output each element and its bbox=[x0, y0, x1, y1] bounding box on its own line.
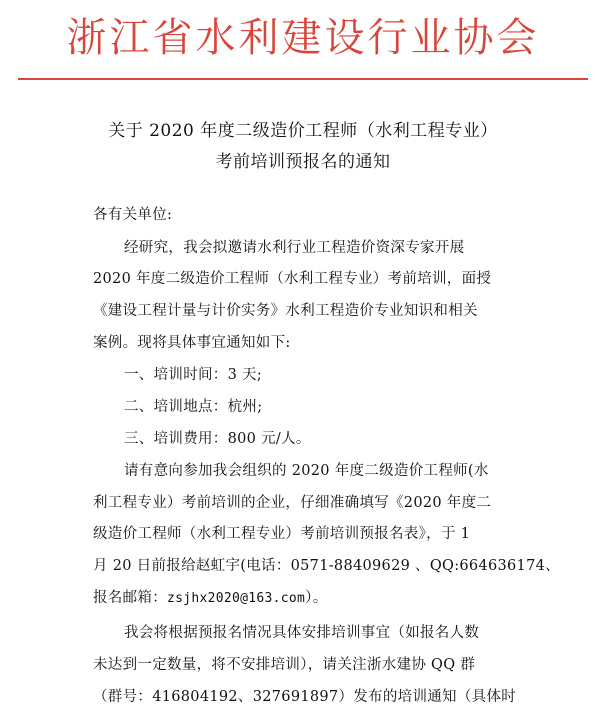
letterhead-divider bbox=[18, 78, 588, 80]
body-line: 利工程专业）考前培训的企业，仔细准确填写《2020 年度二 bbox=[93, 495, 492, 511]
email-label: 报名邮箱： bbox=[93, 590, 167, 606]
body-line: 请有意向参加我会组织的 2020 年度二级造价工程师(水 bbox=[124, 463, 489, 479]
body-line: 经研究，我会拟邀请水利行业工程造价资深专家开展 bbox=[124, 240, 465, 256]
contact-line: 月 20 日前报给赵虹宇(电话：0571-88409629 、QQ:664636174、 bbox=[93, 558, 560, 574]
body-line: （群号：416804192、327691897）发布的培训通知（具体时 bbox=[93, 689, 517, 705]
body-line: 级造价工程师（水利工程专业）考前培训预报名表》，于 1 bbox=[93, 526, 471, 542]
email-line bbox=[93, 586, 328, 607]
item-training-location: 二、培训地点：杭州; bbox=[124, 399, 263, 415]
notice-title-line-1: 关于 2020 年度二级造价工程师（水利工程专业） bbox=[108, 121, 498, 141]
body-line: 《建设工程计量与计价实务》水利工程造价专业知识和相关 bbox=[93, 303, 478, 319]
body-line: 2020 年度二级造价工程师（水利工程专业）考前培训，面授 bbox=[93, 271, 492, 287]
body-line: 案例。现将具体事宜通知如下: bbox=[93, 335, 291, 351]
salutation: 各有关单位: bbox=[93, 207, 173, 223]
item-training-time: 一、培训时间：3 天; bbox=[124, 367, 263, 383]
item-training-fee: 三、培训费用：800 元/人。 bbox=[124, 431, 311, 447]
letterhead: 浙江省水利建设行业协会 bbox=[66, 15, 540, 61]
body-line: 我会将根据预报名情况具体安排培训事宜（如报名人数 bbox=[124, 625, 480, 641]
email-suffix: ）。 bbox=[305, 590, 328, 606]
email-address: zsjhx2020@163.com bbox=[167, 591, 306, 606]
notice-title-line-2: 考前培训预报名的通知 bbox=[215, 152, 391, 172]
body-line: 未达到一定数量，将不安排培训），请关注浙水建协 QQ 群 bbox=[93, 657, 476, 673]
